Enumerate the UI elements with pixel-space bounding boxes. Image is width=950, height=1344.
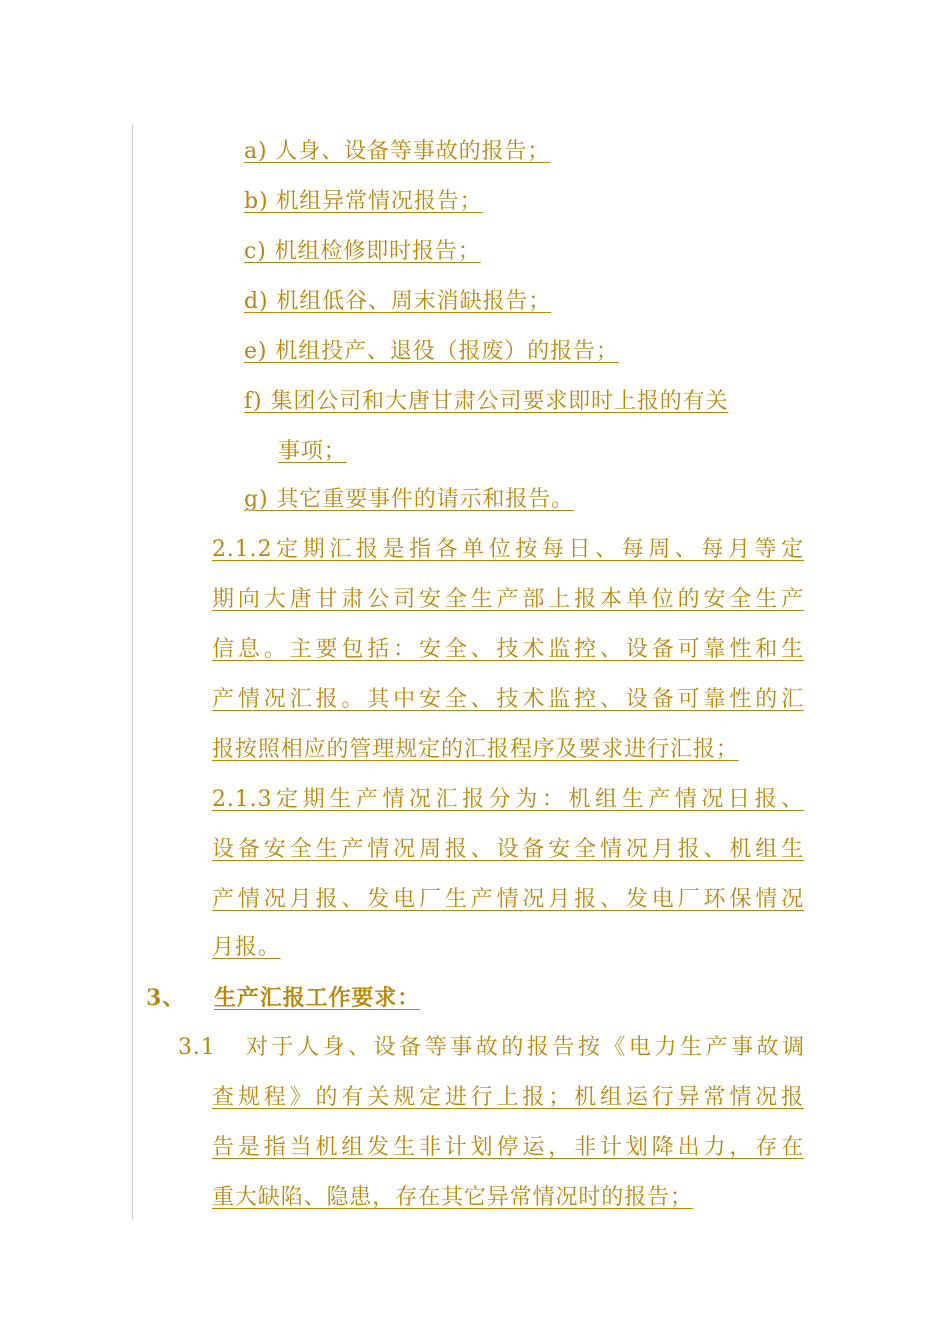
list-label: e) — [244, 339, 268, 364]
list-text: 机组投产、退役（报废）的报告； — [275, 339, 619, 364]
sec-2-1-2-line-1: 2.1.2定期汇报是指各单位按每日、每周、每月等定 — [212, 537, 804, 562]
sec-3-1-line-4: 重大缺陷、隐患，存在其它异常情况时的报告； — [212, 1185, 693, 1210]
list-item-g — [244, 486, 574, 514]
list-label: g) — [244, 487, 269, 512]
list-text: 机组低谷、周末消缺报告； — [276, 289, 552, 314]
sec-3-1-line-2: 查规程》的有关规定进行上报；机组运行异常情况报 — [212, 1085, 804, 1110]
list-item-d — [244, 288, 551, 316]
list-text: 机组异常情况报告； — [276, 189, 483, 214]
sec-2-1-2-line-4: 产情况汇报。其中安全、技术监控、设备可靠性的汇 — [212, 687, 804, 712]
section-3-number: 3、 — [146, 985, 186, 1011]
list-label: f) — [244, 389, 263, 414]
page-margin-rule — [132, 124, 133, 1220]
list-item-f — [244, 388, 728, 416]
list-text: 人身、设备等事故的报告； — [275, 139, 551, 164]
list-text: 集团公司和大唐甘肃公司要求即时上报的有关 — [270, 389, 729, 414]
sec-2-1-3-line-1: 2.1.3定期生产情况汇报分为：机组生产情况日报、 — [212, 787, 804, 812]
list-item-a — [244, 138, 550, 166]
sec-2-1-2-line-3: 信息。主要包括：安全、技术监控、设备可靠性和生 — [212, 637, 804, 662]
list-label: a) — [244, 139, 268, 164]
list-item-b — [244, 188, 482, 216]
list-text: 机组检修即时报告； — [274, 239, 481, 264]
sec-2-1-2-line-2: 期向大唐甘肃公司安全生产部上报本单位的安全生产 — [212, 587, 804, 612]
sec-3-1-line-1 — [178, 1034, 805, 1062]
list-item-c — [244, 238, 481, 266]
list-label: d) — [244, 289, 269, 314]
sec-2-1-3-line-4: 月报。 — [212, 935, 281, 960]
list-item-e — [244, 338, 619, 366]
list-text: 其它重要事件的请示和报告。 — [276, 487, 575, 512]
sec-2-1-2-line-5: 报按照相应的管理规定的汇报程序及要求进行汇报； — [212, 737, 739, 762]
sec-2-1-3-line-3: 产情况月报、发电厂生产情况月报、发电厂环保情况 — [212, 887, 804, 912]
sec-3-1-first-text: 对于人身、设备等事故的报告按《电力生产事故调 — [246, 1035, 805, 1060]
section-3-heading — [146, 984, 420, 1012]
list-label: b) — [244, 189, 269, 214]
section-3-title: 生产汇报工作要求： — [214, 985, 421, 1011]
list-item-f-continuation: 事项； — [278, 439, 347, 464]
sec-3-1-line-3: 告是指当机组发生非计划停运，非计划降出力，存在 — [212, 1135, 804, 1160]
sec-3-1-number: 3.1 — [178, 1035, 216, 1060]
sec-2-1-3-line-2: 设备安全生产情况周报、设备安全情况月报、机组生 — [212, 837, 804, 862]
list-label: c) — [244, 239, 267, 264]
